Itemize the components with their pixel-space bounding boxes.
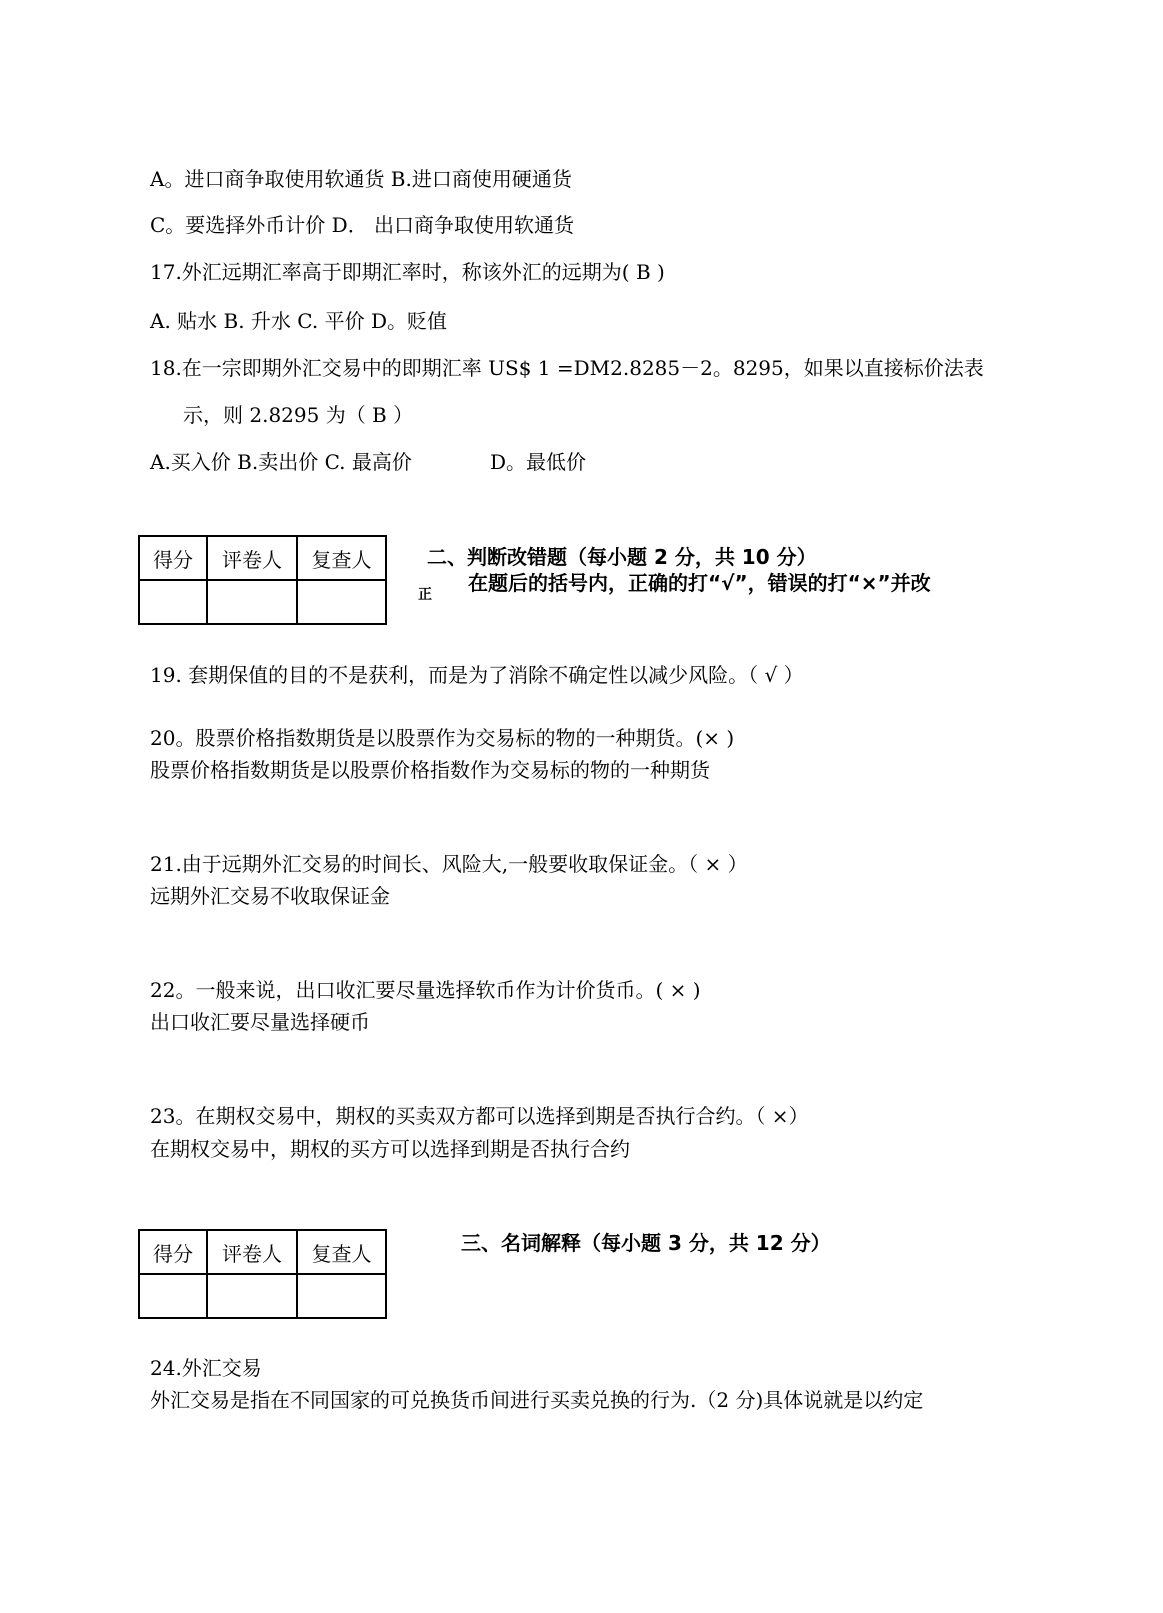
section-three-heading: 三、名词解释（每小题 3 分，共 12 分） (461, 1231, 831, 1255)
score-cell[interactable] (139, 1274, 207, 1318)
q18-question-line1: 18.在一宗即期外汇交易中的即期汇率 US$ 1 =DM2.8285－2。8295，如果以直接标价法表 (150, 356, 984, 380)
score-table-section-three (138, 1229, 387, 1319)
q23-question: 23。在期权交易中，期权的买卖双方都可以选择到期是否执行合约。（ ×） (150, 1104, 809, 1128)
reviewer-header: 复查人 (297, 1230, 386, 1274)
section-two-instruction-tail: 正 (418, 587, 432, 603)
grader-header: 评卷人 (207, 1230, 297, 1274)
q17-question: 17.外汇远期汇率高于即期汇率时，称该外汇的远期为( B ) (150, 260, 665, 284)
q21-question: 21.由于远期外汇交易的时间长、风险大,一般要收取保证金。（ × ） (150, 852, 748, 876)
q20-correction: 股票价格指数期货是以股票价格指数作为交易标的物的一种期货 (150, 758, 710, 782)
reviewer-cell[interactable] (297, 1274, 386, 1318)
q16-options-line1: A。进口商争取使用软通货 B.进口商使用硬通货 (150, 167, 572, 191)
q22-correction: 出口收汇要尽量选择硬币 (150, 1010, 370, 1034)
grader-header: 评卷人 (207, 536, 297, 580)
q21-correction: 远期外汇交易不收取保证金 (150, 884, 390, 908)
score-header: 得分 (139, 1230, 207, 1274)
section-two-instruction: 在题后的括号内，正确的打“√”，错误的打“×”并改 (468, 571, 931, 595)
score-table-section-two (138, 535, 387, 625)
q22-question: 22。一般来说，出口收汇要尽量选择软币作为计价货币。( × ) (150, 978, 701, 1002)
reviewer-header: 复查人 (297, 536, 386, 580)
q23-correction: 在期权交易中，期权的买方可以选择到期是否执行合约 (150, 1137, 630, 1161)
q19-question: 19. 套期保值的目的不是获利，而是为了消除不确定性以减少风险。（ √ ） (150, 663, 804, 687)
grader-cell[interactable] (207, 1274, 297, 1318)
q18-question-line2: 示，则 2.8295 为（ B ） (183, 403, 414, 427)
reviewer-cell[interactable] (297, 580, 386, 624)
q24-title: 24.外汇交易 (150, 1356, 262, 1380)
grader-cell[interactable] (207, 580, 297, 624)
q16-options-line2: C。要选择外币计价 D． 出口商争取使用软通货 (150, 213, 575, 237)
q24-answer: 外汇交易是指在不同国家的可兑换货币间进行买卖兑换的行为.（2 分)具体说就是以约定 (150, 1388, 924, 1412)
q18-option-d: D。最低价 (490, 450, 587, 474)
score-cell[interactable] (139, 580, 207, 624)
score-header: 得分 (139, 536, 207, 580)
q18-options-a-c: A.买入价 B.卖出价 C. 最高价 (150, 450, 412, 474)
q17-options: A. 贴水 B. 升水 C. 平价 D。贬值 (150, 309, 447, 333)
q20-question: 20。股票价格指数期货是以股票作为交易标的物的一种期货。(× ) (150, 726, 735, 750)
section-two-heading: 二、判断改错题（每小题 2 分，共 10 分） (427, 545, 817, 569)
